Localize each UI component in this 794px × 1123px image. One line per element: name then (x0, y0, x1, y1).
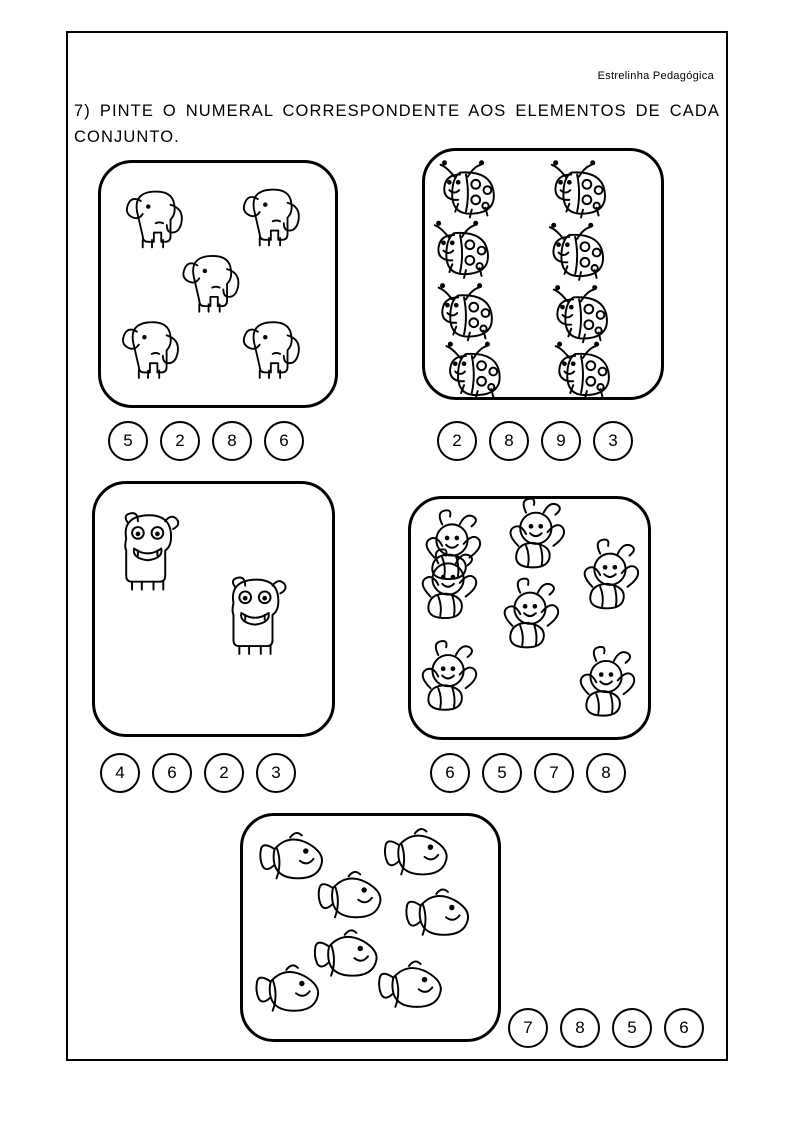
option-circle[interactable]: 8 (560, 1008, 600, 1048)
option-circle[interactable]: 5 (612, 1008, 652, 1048)
elephants-set (98, 160, 338, 408)
instruction-text: 7) PINTE O NUMERAL CORRESPONDENTE AOS ELEMENTOS DE CADA CONJUNTO. (74, 102, 720, 146)
fish-group-art (243, 816, 498, 1039)
option-circle[interactable]: 8 (489, 421, 529, 461)
option-circle[interactable]: 4 (100, 753, 140, 793)
option-circle[interactable]: 2 (437, 421, 477, 461)
bee-group-art (411, 499, 648, 737)
option-circle[interactable]: 6 (264, 421, 304, 461)
ladybugs-set (422, 148, 664, 400)
ladybug-group-art (425, 151, 661, 397)
hippos-set (92, 481, 335, 737)
option-circle[interactable]: 5 (482, 753, 522, 793)
options-elephants (108, 421, 304, 461)
bees-set (408, 496, 651, 740)
hippo-group-art (95, 484, 332, 734)
option-circle[interactable]: 3 (256, 753, 296, 793)
elephant-group-art (101, 163, 335, 405)
options-hippos (100, 753, 296, 793)
option-circle[interactable]: 6 (664, 1008, 704, 1048)
credit-label: Estrelinha Pedagógica (597, 70, 714, 82)
options-bees (430, 753, 626, 793)
option-circle[interactable]: 8 (586, 753, 626, 793)
options-fish (508, 1008, 704, 1048)
option-circle[interactable]: 5 (108, 421, 148, 461)
option-circle[interactable]: 2 (160, 421, 200, 461)
option-circle[interactable]: 7 (508, 1008, 548, 1048)
option-circle[interactable]: 2 (204, 753, 244, 793)
option-circle[interactable]: 7 (534, 753, 574, 793)
fish-set (240, 813, 501, 1042)
option-circle[interactable]: 6 (152, 753, 192, 793)
option-circle[interactable]: 8 (212, 421, 252, 461)
option-circle[interactable]: 3 (593, 421, 633, 461)
options-ladybugs (437, 421, 633, 461)
option-circle[interactable]: 6 (430, 753, 470, 793)
option-circle[interactable]: 9 (541, 421, 581, 461)
